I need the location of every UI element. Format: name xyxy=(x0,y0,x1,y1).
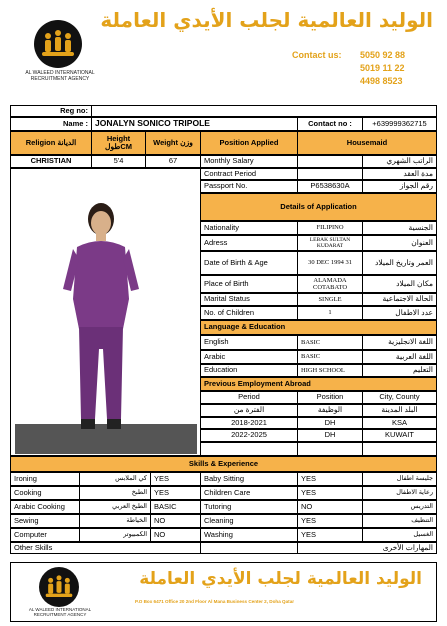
emp-row-3-city xyxy=(362,442,437,456)
logo-people-icon xyxy=(34,20,82,68)
dob-value: 30 DEC 1994 31 xyxy=(297,251,363,275)
education-label: Education xyxy=(200,364,298,377)
language-title: Language & Education xyxy=(200,320,437,335)
passport-value: P6538630A xyxy=(297,180,363,193)
children-label: No. of Children xyxy=(200,306,298,320)
skills-title: Skills & Experience xyxy=(10,456,437,472)
religion-header: Religion الديانة xyxy=(10,131,92,155)
contract-period-ar: مدة العقد xyxy=(362,168,437,180)
skill-right-value: NO xyxy=(297,500,363,514)
emp-row-2-position: DH xyxy=(297,429,363,442)
skill-left-ar: الطبخ xyxy=(79,486,151,500)
marital-ar: الحالة الاجتماعية xyxy=(362,293,437,306)
skill-left-label: Arabic Cooking xyxy=(10,500,80,514)
footer-logo-line-1: AL WALEED INTERNATIONAL xyxy=(28,607,92,612)
position-header: Position Applied xyxy=(200,131,298,155)
pob-label: Place of Birth xyxy=(200,275,298,293)
skill-left-label: Computer xyxy=(10,528,80,542)
contact-no-value: +639999362715 xyxy=(362,117,437,131)
footer xyxy=(10,562,437,622)
footer-arabic-title: الوليد العالمية لجلب الأيدي العاملة xyxy=(139,569,422,589)
arabic-value: BASIC xyxy=(297,350,363,364)
emp-period-header: Period xyxy=(200,391,298,404)
phone-2: 5019 11 22 xyxy=(360,63,405,73)
skill-left-value: YES xyxy=(150,486,201,500)
emp-position-ar: الوظيفة xyxy=(297,404,363,417)
skill-right-label: Tutoring xyxy=(200,500,298,514)
photo-frame xyxy=(10,168,201,456)
emp-row-1-city: KSA xyxy=(362,417,437,429)
skill-left-value: NO xyxy=(150,528,201,542)
skill-left-value: BASIC xyxy=(150,500,201,514)
details-title: Details of Application xyxy=(200,193,437,221)
skill-right-value: YES xyxy=(297,472,363,486)
skill-right-ar: التدريس xyxy=(362,500,437,514)
footer-logo-people-icon xyxy=(39,567,79,607)
address-value: LEBAK SULTAN KUDARAT xyxy=(297,235,363,251)
emp-row-2-city: KUWAIT xyxy=(362,429,437,442)
passport-ar: رقم الجواز xyxy=(362,180,437,193)
contract-period-label: Contract Period xyxy=(200,168,298,180)
employment-title: Previous Employment Abroad xyxy=(200,377,437,391)
emp-period-ar: الفترة من xyxy=(200,404,298,417)
contact-label: Contact us: xyxy=(292,50,342,60)
skill-right-ar: رعاية الاطفال xyxy=(362,486,437,500)
dob-ar: العمر وتاريخ الميلاد xyxy=(362,251,437,275)
dob-label: Date of Birth & Age xyxy=(200,251,298,275)
header xyxy=(0,0,447,104)
footer-logo-text xyxy=(15,607,105,617)
position-value: Housemaid xyxy=(297,131,437,155)
children-value: 1 xyxy=(297,306,363,320)
contract-period-value xyxy=(297,168,363,180)
emp-row-3-period xyxy=(200,442,298,456)
skill-right-ar: الغسيل xyxy=(362,528,437,542)
pob-ar: مكان الميلاد xyxy=(362,275,437,293)
monthly-salary-label: Monthly Salary xyxy=(200,155,298,168)
skill-right-label: Washing xyxy=(200,528,298,542)
skill-left-ar: كي الملابس xyxy=(79,472,151,486)
skill-right-value: YES xyxy=(297,486,363,500)
religion-value: CHRISTIAN xyxy=(10,155,92,168)
footer-logo xyxy=(39,567,79,607)
skill-left-value: NO xyxy=(150,514,201,528)
skill-right-ar: جليسة اطفال xyxy=(362,472,437,486)
name-value: JONALYN SONICO TRIPOLE xyxy=(91,117,298,131)
logo-line-2: RECRUITMENT AGENCY xyxy=(30,76,90,82)
arabic-ar: اللغة العربية xyxy=(362,350,437,364)
footer-logo-line-2: RECRUITMENT AGENCY xyxy=(33,612,87,618)
name-label: Name : xyxy=(10,117,92,131)
nationality-label: Nationality xyxy=(200,221,298,235)
skill-left-value: YES xyxy=(150,472,201,486)
education-value: HIGH SCHOOL xyxy=(297,364,363,377)
nationality-value: FILIPINO xyxy=(297,221,363,235)
agency-logo xyxy=(34,20,82,68)
reg-label: Reg no: xyxy=(10,105,92,117)
candidate-photo xyxy=(11,169,202,457)
logo-line-1: AL WALEED INTERNATIONAL xyxy=(25,70,95,76)
emp-row-2-period: 2022-2025 xyxy=(200,429,298,442)
phone-1: 5050 92 88 xyxy=(360,50,406,60)
monthly-salary-value xyxy=(297,155,363,168)
other-skills-label: Other Skills xyxy=(10,542,201,554)
skill-left-label: Sewing xyxy=(10,514,80,528)
marital-label: Marital Status xyxy=(200,293,298,306)
footer-address: P.O Box 6471 Office 20 2nd Floor Al Mana Business Center 2, Doha Qatar xyxy=(135,599,295,604)
emp-position-header: Position xyxy=(297,391,363,404)
reg-value xyxy=(91,105,437,117)
skill-left-ar: الطبخ العربي xyxy=(79,500,151,514)
address-ar: العنوان xyxy=(362,235,437,251)
passport-label: Passport No. xyxy=(200,180,298,193)
address-label: Adress xyxy=(200,235,298,251)
english-ar: اللغة الانجليزية xyxy=(362,335,437,350)
arabic-title: الوليد العالمية لجلب الأيدي العاملة xyxy=(100,8,433,32)
marital-value: SINGLE xyxy=(297,293,363,306)
skill-right-value: YES xyxy=(297,528,363,542)
emp-row-1-position: DH xyxy=(297,417,363,429)
skill-right-value: YES xyxy=(297,514,363,528)
skill-right-label: Children Care xyxy=(200,486,298,500)
skill-left-label: Ironing xyxy=(10,472,80,486)
height-value: 5'4 xyxy=(91,155,146,168)
phone-3: 4498 8523 xyxy=(360,76,403,86)
emp-row-3-position xyxy=(297,442,363,456)
skill-right-label: Baby Sitting xyxy=(200,472,298,486)
other-skills-ar: المهارات الأخرى xyxy=(297,542,437,554)
nationality-ar: الجنسية xyxy=(362,221,437,235)
emp-city-ar: البلد المدينة xyxy=(362,404,437,417)
weight-header: Weight وزن xyxy=(145,131,201,155)
children-ar: عدد الاطفال xyxy=(362,306,437,320)
skill-left-ar: الخياطة xyxy=(79,514,151,528)
education-ar: التعليم xyxy=(362,364,437,377)
skill-right-label: Cleaning xyxy=(200,514,298,528)
arabic-label: Arabic xyxy=(200,350,298,364)
english-value: BASIC xyxy=(297,335,363,350)
skill-left-ar: الكمبيوتر xyxy=(79,528,151,542)
monthly-salary-ar: الراتب الشهري xyxy=(362,155,437,168)
english-label: English xyxy=(200,335,298,350)
weight-value: 67 xyxy=(145,155,201,168)
height-header: Height طولCM xyxy=(91,131,146,155)
emp-row-1-period: 2018-2021 xyxy=(200,417,298,429)
pob-value: ALAMADA COTABATO xyxy=(297,275,363,293)
skill-right-ar: التنظيف xyxy=(362,514,437,528)
logo-text xyxy=(12,70,108,82)
skill-left-label: Cooking xyxy=(10,486,80,500)
contact-no-label: Contact no : xyxy=(297,117,363,131)
emp-city-header: City, County xyxy=(362,391,437,404)
other-skills-value xyxy=(200,542,298,554)
